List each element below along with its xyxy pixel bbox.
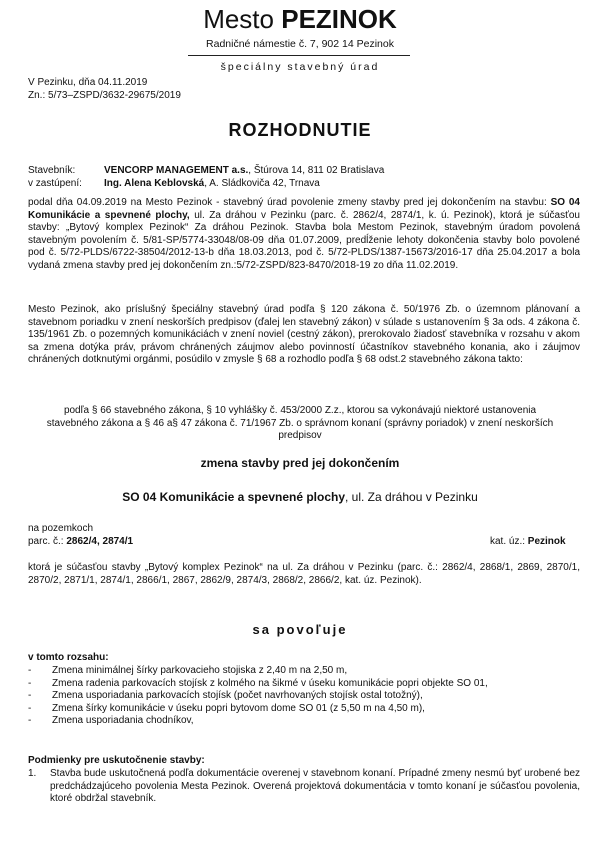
list-dash: - (28, 690, 32, 702)
para1-object: SO 04 Komunikácie a spevnené plochy, (28, 197, 580, 221)
parcel-line (28, 536, 133, 547)
builder-name: VENCORP MANAGEMENT a.s. (104, 165, 249, 176)
land-label: na pozemkoch (28, 523, 94, 534)
part-of-paragraph: ktorá je súčasťou stavby „Bytový komplex Pezinok“ na ul. Za dráhou v Pezinku (parc. č.: 2862/4, 2868/1, 2869, 2870/1, 2870/2, 2871/1, 2874/1, 2866/1, 2867, 2862/9, 2874/3, 2868/2, 2866/2, kat. úz. Pezinok). (28, 562, 580, 586)
conditions-list (0, 768, 600, 806)
conditions-label: Podmienky pre uskutočnenie stavby: (28, 755, 205, 766)
city-title (0, 4, 600, 34)
legal-basis: podľa § 66 stavebného zákona, § 10 vyhlášky č. 453/2000 Z.z., ktorou sa vykonávajú niektoré ustanovenia stavebného zákona a § 46 a§ 47 zákona č. 71/1967 Zb. o správnom konaní (správny poriadok) v znení neskorších predpisov (46, 405, 554, 442)
para1-text-a: podal dňa 04.09.2019 na Mesto Pezinok - stavebný úrad povolenie zmeny stavby pred jej dokončením na stavbu: (28, 197, 551, 208)
scope-label: v tomto rozsahu: (28, 652, 109, 663)
condition-number: 1. (28, 768, 37, 779)
representative-name: Ing. Alena Keblovská (104, 178, 205, 189)
permit-heading: sa povoľuje (252, 622, 348, 637)
parcel-numbers: 2862/4, 2874/1 (66, 536, 134, 547)
application-paragraph (28, 197, 580, 273)
scope-item-text: Zmena šírky komunikácie v úseku popri bytovom dome SO 01 (z 5,50 m na 4,50 m), (52, 702, 425, 714)
city-address: Radničné námestie č. 7, 902 14 Pezinok (206, 38, 394, 50)
para1-text-b: ul. Za dráhou v Pezinku (parc. č. 2862/4, 2874/1, k. ú. Pezinok), ktorá je súčasťou stavby: „Bytový komplex Pezinok“ Za dráhou Pezinok. Stavba bola Mestom Pezinok, stavebným úradom povolená stavebným povolením č. 5/81-SP/5774-33048/08-09 dňa 01.07.2009, predĺženie lehoty dokončenia stavby bolo povolené pod č. 5/72-PLDS/6722-38504/2012-13-b dňa 18.03.2013, pod č. 5/72-PLDS/1387-15673/2016-17 dňa 25.04.2017 a bola vydaná zmena stavby pred jej dokončením zn.:5/72-ZSPD/823-8470/2018-19 zo dňa 11.02.2019. (28, 209, 580, 271)
object-name: SO 04 Komunikácie a spevnené plochy (122, 490, 345, 504)
scope-item (28, 703, 588, 716)
parcel-label: parc. č.: (28, 536, 67, 547)
scope-item-text: Zmena usporiadania chodníkov, (52, 715, 194, 727)
object-location: , ul. Za dráhou v Pezinku (345, 490, 478, 504)
document-title: ROZHODNUTIE (228, 120, 372, 140)
decision-heading: zmena stavby pred jej dokončením (200, 456, 400, 470)
object-heading (0, 490, 600, 504)
scope-list (28, 665, 588, 728)
scope-item-text: Zmena radenia parkovacích stojísk z kolmého na šikmé v úseku komunikácie popri objekte SO 01, (52, 677, 488, 689)
representative-label: v zastúpení: (28, 178, 82, 189)
list-dash: - (28, 677, 32, 689)
list-dash: - (28, 715, 32, 727)
cadastral-label: kat. úz.: (490, 536, 528, 547)
scope-item (28, 715, 588, 728)
header-divider (188, 55, 410, 56)
issue-date: V Pezinku, dňa 04.11.2019 (28, 77, 148, 88)
authority-paragraph: Mesto Pezinok, ako príslušný špeciálny stavebný úrad podľa § 120 zákona č. 50/1976 Zb. o územnom plánovaní a stavebnom poriadku v znení neskorších predpisov (ďalej len stavebný zákon) v súlade s ustanovením § 3a ods. 4 zákona č. 135/1961 Zb. o pozemných komunikáciách v znení noviel (cestný zákon), prerokovalo žiadosť stavebníka v rozsahu v akom sa zmena dotýka práv, právom chránených záujmov alebo povinností účastníkov stavebného konania, ako i záujmov chránených dotknutými orgánmi, posúdilo v zmysle § 68 a rozhodlo podľa § 68 odst.2 stavebného zákona takto: (28, 304, 580, 366)
condition-text: Stavba bude uskutočnená podľa dokumentácie overenej v stavebnom konaní. Prípadné zmeny nesmú byť urobené bez predchádzajúceho povolenia Mesta Pezinok. Overená projektová dokumentácia v tomto konaní je súčasťou povolenia, ktoré obdržal stavebník. (50, 768, 580, 805)
builder-label: Stavebník: (28, 165, 76, 176)
builder-value (104, 165, 384, 176)
title-city: PEZINOK (281, 4, 397, 34)
scope-item (28, 678, 588, 691)
scope-item (28, 665, 588, 678)
title-prefix: Mesto (203, 4, 274, 34)
list-dash: - (28, 665, 32, 676)
representative-value (104, 178, 320, 189)
scope-item (28, 690, 588, 703)
scope-item-text: Zmena usporiadania parkovacích stojísk (počet navrhovaných stojísk ostal totožný), (52, 690, 423, 702)
condition-item (28, 768, 580, 806)
reference-number: Zn.: 5/73–ZSPD/3632-29675/2019 (28, 90, 181, 101)
cadastral-area: Pezinok (527, 536, 566, 547)
representative-address: , A. Sládkoviča 42, Trnava (204, 178, 320, 189)
builder-address: , Štúrova 14, 811 02 Bratislava (248, 165, 385, 176)
cadastral-line (490, 536, 566, 547)
office-name: špeciálny stavebný úrad (220, 61, 380, 73)
list-dash: - (28, 702, 32, 714)
scope-item-text: Zmena minimálnej šírky parkovacieho stojiska z 2,40 m na 2,50 m, (52, 665, 348, 676)
